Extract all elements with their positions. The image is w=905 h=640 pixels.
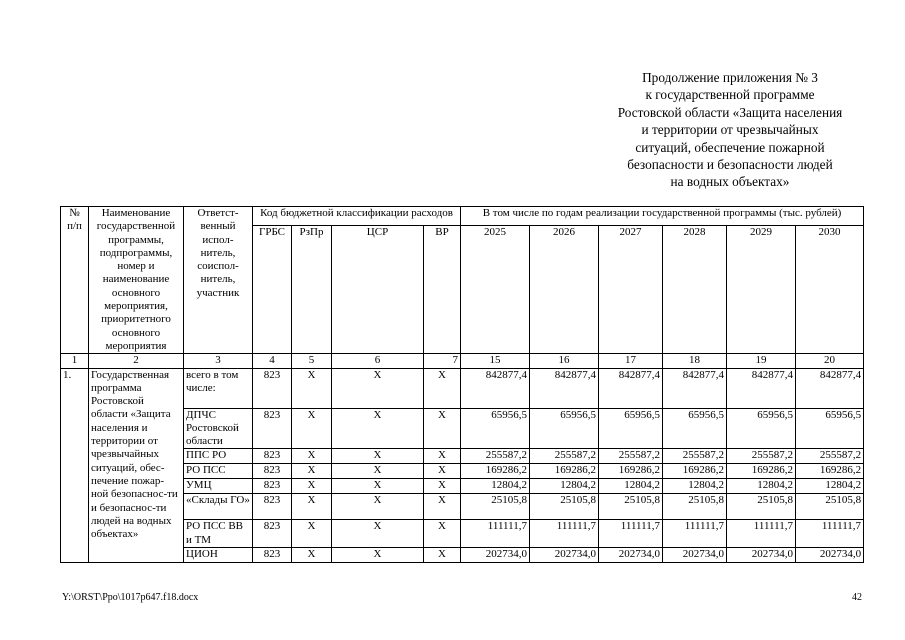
header-grbs: ГРБС bbox=[253, 226, 292, 354]
appendix-heading bbox=[560, 69, 900, 191]
responsible-cell: ЦИОН bbox=[184, 548, 253, 563]
csr-cell: Х bbox=[332, 479, 424, 494]
csr-cell: Х bbox=[332, 368, 424, 408]
table-row bbox=[61, 368, 864, 408]
year-value-cell: 12804,2 bbox=[599, 479, 663, 494]
csr-cell: Х bbox=[332, 408, 424, 449]
year-value-cell: 65956,5 bbox=[599, 408, 663, 449]
header-responsible: Ответст-венный испол-нитель, соиспол-нитель, участник bbox=[184, 207, 253, 354]
year-value-cell: 65956,5 bbox=[727, 408, 796, 449]
column-number: 7 bbox=[424, 354, 461, 368]
year-value-cell: 842877,4 bbox=[727, 368, 796, 408]
year-value-cell: 111111,7 bbox=[461, 520, 530, 548]
heading-line: ситуаций, обеспечение пожарной bbox=[635, 139, 825, 155]
header-budget-codes: Код бюджетной классификации расходов bbox=[253, 207, 461, 226]
year-value-cell: 169286,2 bbox=[530, 464, 599, 479]
responsible-cell: ДПЧС Ростовской области bbox=[184, 408, 253, 449]
grbs-cell: 823 bbox=[253, 368, 292, 408]
page-number: 42 bbox=[852, 592, 862, 603]
heading-line: Ростовской области «Защита населения bbox=[617, 104, 843, 120]
grbs-cell: 823 bbox=[253, 449, 292, 464]
header-name: Наименование государственной программы, подпрограммы, номер и наименование основного мероприятия, приоритетного основного мероприятия bbox=[89, 207, 184, 354]
year-value-cell: 25105,8 bbox=[599, 494, 663, 520]
header-csr: ЦСР bbox=[332, 226, 424, 354]
vr-cell: Х bbox=[424, 520, 461, 548]
year-value-cell: 111111,7 bbox=[796, 520, 864, 548]
year-value-cell: 25105,8 bbox=[796, 494, 864, 520]
year-value-cell: 65956,5 bbox=[461, 408, 530, 449]
csr-cell: Х bbox=[332, 494, 424, 520]
year-value-cell: 842877,4 bbox=[599, 368, 663, 408]
column-number: 15 bbox=[461, 354, 530, 368]
header-year: 2028 bbox=[663, 226, 727, 354]
file-path: Y:\ORST\Ppo\1017p647.f18.docx bbox=[62, 592, 199, 603]
year-value-cell: 202734,0 bbox=[461, 548, 530, 563]
vr-cell: Х bbox=[424, 408, 461, 449]
year-value-cell: 12804,2 bbox=[530, 479, 599, 494]
year-value-cell: 169286,2 bbox=[727, 464, 796, 479]
year-value-cell: 202734,0 bbox=[599, 548, 663, 563]
vr-cell: Х bbox=[424, 479, 461, 494]
column-number: 6 bbox=[332, 354, 424, 368]
page-footer bbox=[62, 592, 862, 603]
column-number: 20 bbox=[796, 354, 864, 368]
header-vr: ВР bbox=[424, 226, 461, 354]
year-value-cell: 65956,5 bbox=[663, 408, 727, 449]
year-value-cell: 255587,2 bbox=[796, 449, 864, 464]
responsible-cell: ППС РО bbox=[184, 449, 253, 464]
rzpr-cell: Х bbox=[292, 408, 332, 449]
budget-table bbox=[60, 206, 864, 563]
responsible-cell: УМЦ bbox=[184, 479, 253, 494]
year-value-cell: 65956,5 bbox=[530, 408, 599, 449]
csr-cell: Х bbox=[332, 520, 424, 548]
year-value-cell: 842877,4 bbox=[663, 368, 727, 408]
year-value-cell: 12804,2 bbox=[663, 479, 727, 494]
column-number: 4 bbox=[253, 354, 292, 368]
year-value-cell: 202734,0 bbox=[727, 548, 796, 563]
rzpr-cell: Х bbox=[292, 464, 332, 479]
grbs-cell: 823 bbox=[253, 520, 292, 548]
vr-cell: Х bbox=[424, 548, 461, 563]
year-value-cell: 255587,2 bbox=[599, 449, 663, 464]
column-number: 5 bbox=[292, 354, 332, 368]
year-value-cell: 169286,2 bbox=[796, 464, 864, 479]
rzpr-cell: Х bbox=[292, 494, 332, 520]
year-value-cell: 111111,7 bbox=[663, 520, 727, 548]
grbs-cell: 823 bbox=[253, 494, 292, 520]
vr-cell: Х bbox=[424, 464, 461, 479]
year-value-cell: 25105,8 bbox=[461, 494, 530, 520]
heading-line: и территории от чрезвычайных bbox=[641, 122, 819, 138]
header-year: 2027 bbox=[599, 226, 663, 354]
responsible-cell: РО ПСС bbox=[184, 464, 253, 479]
year-value-cell: 202734,0 bbox=[530, 548, 599, 563]
column-number: 16 bbox=[530, 354, 599, 368]
year-value-cell: 202734,0 bbox=[663, 548, 727, 563]
header-rzpr: РзПр bbox=[292, 226, 332, 354]
column-number: 2 bbox=[89, 354, 184, 368]
year-value-cell: 255587,2 bbox=[530, 449, 599, 464]
year-value-cell: 842877,4 bbox=[530, 368, 599, 408]
responsible-cell: РО ПСС ВВ и ТМ bbox=[184, 520, 253, 548]
year-value-cell: 842877,4 bbox=[461, 368, 530, 408]
year-value-cell: 111111,7 bbox=[599, 520, 663, 548]
year-value-cell: 169286,2 bbox=[663, 464, 727, 479]
year-value-cell: 25105,8 bbox=[727, 494, 796, 520]
heading-line: безопасности и безопасности людей bbox=[627, 157, 833, 173]
rzpr-cell: Х bbox=[292, 548, 332, 563]
heading-line: на водных объектах» bbox=[670, 174, 790, 190]
csr-cell: Х bbox=[332, 449, 424, 464]
grbs-cell: 823 bbox=[253, 408, 292, 449]
responsible-cell: всего в том числе: bbox=[184, 368, 253, 408]
year-value-cell: 111111,7 bbox=[530, 520, 599, 548]
year-value-cell: 202734,0 bbox=[796, 548, 864, 563]
header-year: 2025 bbox=[461, 226, 530, 354]
heading-line: к государственной программе bbox=[645, 87, 815, 103]
header-year: 2026 bbox=[530, 226, 599, 354]
year-value-cell: 169286,2 bbox=[599, 464, 663, 479]
csr-cell: Х bbox=[332, 464, 424, 479]
column-number: 3 bbox=[184, 354, 253, 368]
program-number: 1. bbox=[61, 368, 89, 563]
heading-line: Продолжение приложения № 3 bbox=[642, 70, 818, 85]
header-row bbox=[61, 207, 864, 226]
year-value-cell: 12804,2 bbox=[727, 479, 796, 494]
grbs-cell: 823 bbox=[253, 479, 292, 494]
column-number-row bbox=[61, 354, 864, 368]
column-number: 1 bbox=[61, 354, 89, 368]
year-value-cell: 255587,2 bbox=[461, 449, 530, 464]
year-value-cell: 25105,8 bbox=[663, 494, 727, 520]
column-number: 18 bbox=[663, 354, 727, 368]
year-value-cell: 169286,2 bbox=[461, 464, 530, 479]
grbs-cell: 823 bbox=[253, 464, 292, 479]
vr-cell: Х bbox=[424, 368, 461, 408]
header-years: В том числе по годам реализации государственной программы (тыс. рублей) bbox=[461, 207, 864, 226]
rzpr-cell: Х bbox=[292, 368, 332, 408]
year-value-cell: 111111,7 bbox=[727, 520, 796, 548]
year-value-cell: 12804,2 bbox=[796, 479, 864, 494]
column-number: 17 bbox=[599, 354, 663, 368]
vr-cell: Х bbox=[424, 449, 461, 464]
vr-cell: Х bbox=[424, 494, 461, 520]
rzpr-cell: Х bbox=[292, 479, 332, 494]
year-value-cell: 842877,4 bbox=[796, 368, 864, 408]
column-number: 19 bbox=[727, 354, 796, 368]
csr-cell: Х bbox=[332, 548, 424, 563]
header-year: 2030 bbox=[796, 226, 864, 354]
year-value-cell: 65956,5 bbox=[796, 408, 864, 449]
responsible-cell: «Склады ГО» bbox=[184, 494, 253, 520]
rzpr-cell: Х bbox=[292, 449, 332, 464]
rzpr-cell: Х bbox=[292, 520, 332, 548]
header-num: № п/п bbox=[61, 207, 89, 354]
year-value-cell: 255587,2 bbox=[663, 449, 727, 464]
year-value-cell: 12804,2 bbox=[461, 479, 530, 494]
year-value-cell: 255587,2 bbox=[727, 449, 796, 464]
year-value-cell: 25105,8 bbox=[530, 494, 599, 520]
program-name: Государственная программа Ростовской области «Защита населения и территории от чрезвычайных ситуаций, обес-печение пожар-ной безопаснос-ти и безопаснос-ти людей на водных объектах» bbox=[89, 368, 184, 563]
grbs-cell: 823 bbox=[253, 548, 292, 563]
header-year: 2029 bbox=[727, 226, 796, 354]
